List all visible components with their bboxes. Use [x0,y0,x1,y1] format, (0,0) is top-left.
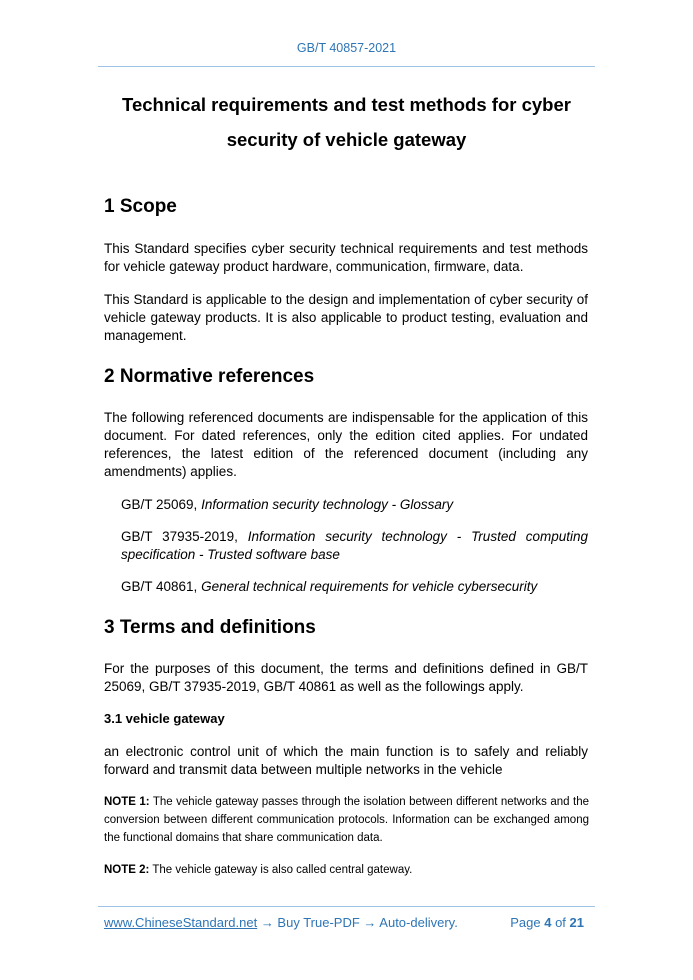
scope-paragraph-2: This Standard is applicable to the design and implementation of cyber security of vehicle gateway products. It is also applicable to product testing, evaluation and management. [104,292,588,343]
reference-code: GB/T 25069, [121,497,202,512]
reference-code: GB/T 40861, [121,579,202,594]
standard-code-header: GB/T 40857-2021 [296,41,397,55]
reference-title: Information security technology - Glossary [201,497,454,512]
reference-item [121,528,588,564]
reference-code: GB/T 37935-2019, [121,529,248,544]
reference-item [121,578,588,596]
section-heading-scope: 1 Scope [104,196,177,217]
page-number [510,915,584,930]
page-of: of [551,915,570,930]
term-heading: 3.1 vehicle gateway [104,711,225,726]
note-2 [104,861,589,879]
scope-paragraph-1: This Standard specifies cyber security technical requirements and test methods for vehicle gateway product hardware, communication, firmware, data. [104,241,588,274]
page-label: Page [510,915,545,930]
section-heading-normative-references: 2 Normative references [104,366,315,387]
term-definition: an electronic control unit of which the main function is to safely and reliably forward and transmit data between multiple networks in the vehicle [104,744,588,777]
note-text: The vehicle gateway is also called central gateway. [149,864,413,876]
title-line-2: security of vehicle gateway [226,129,467,150]
document-title [100,87,593,157]
reference-title: Information security technology - Trusted computing specification - Trusted software base [121,529,588,562]
normative-intro-paragraph: The following referenced documents are indispensable for the application of this document. For dated references, only the edition cited applies. For undated references, the latest edition of the referenced document (including any amendments) applies. [104,410,588,479]
section-heading-terms-definitions: 3 Terms and definitions [104,617,316,638]
title-line-1: Technical requirements and test methods for cyber [122,94,571,115]
website-link[interactable]: www.ChineseStandard.net [104,915,258,930]
note-label: NOTE 1: [104,796,150,808]
terms-intro-paragraph: For the purposes of this document, the terms and definitions defined in GB/T 25069, GB/T 37935-2019, GB/T 40861 as well as the followings apply. [104,661,588,694]
reference-item [121,496,588,514]
note-label: NOTE 2: [104,864,150,876]
header-divider [98,66,595,67]
reference-title: General technical requirements for vehicle cybersecurity [201,579,538,594]
page-current: 4 [544,915,552,930]
footer-divider [98,906,595,907]
footer-tagline: → Buy True-PDF → Auto-delivery. [257,915,458,930]
note-1 [104,793,589,847]
page-total: 21 [569,915,584,930]
page-footer [104,915,584,930]
note-text: The vehicle gateway passes through the isolation between different networks and the conversion between different communication protocols. Information can be exchanged among the functional domains that share communication data. [104,796,589,844]
